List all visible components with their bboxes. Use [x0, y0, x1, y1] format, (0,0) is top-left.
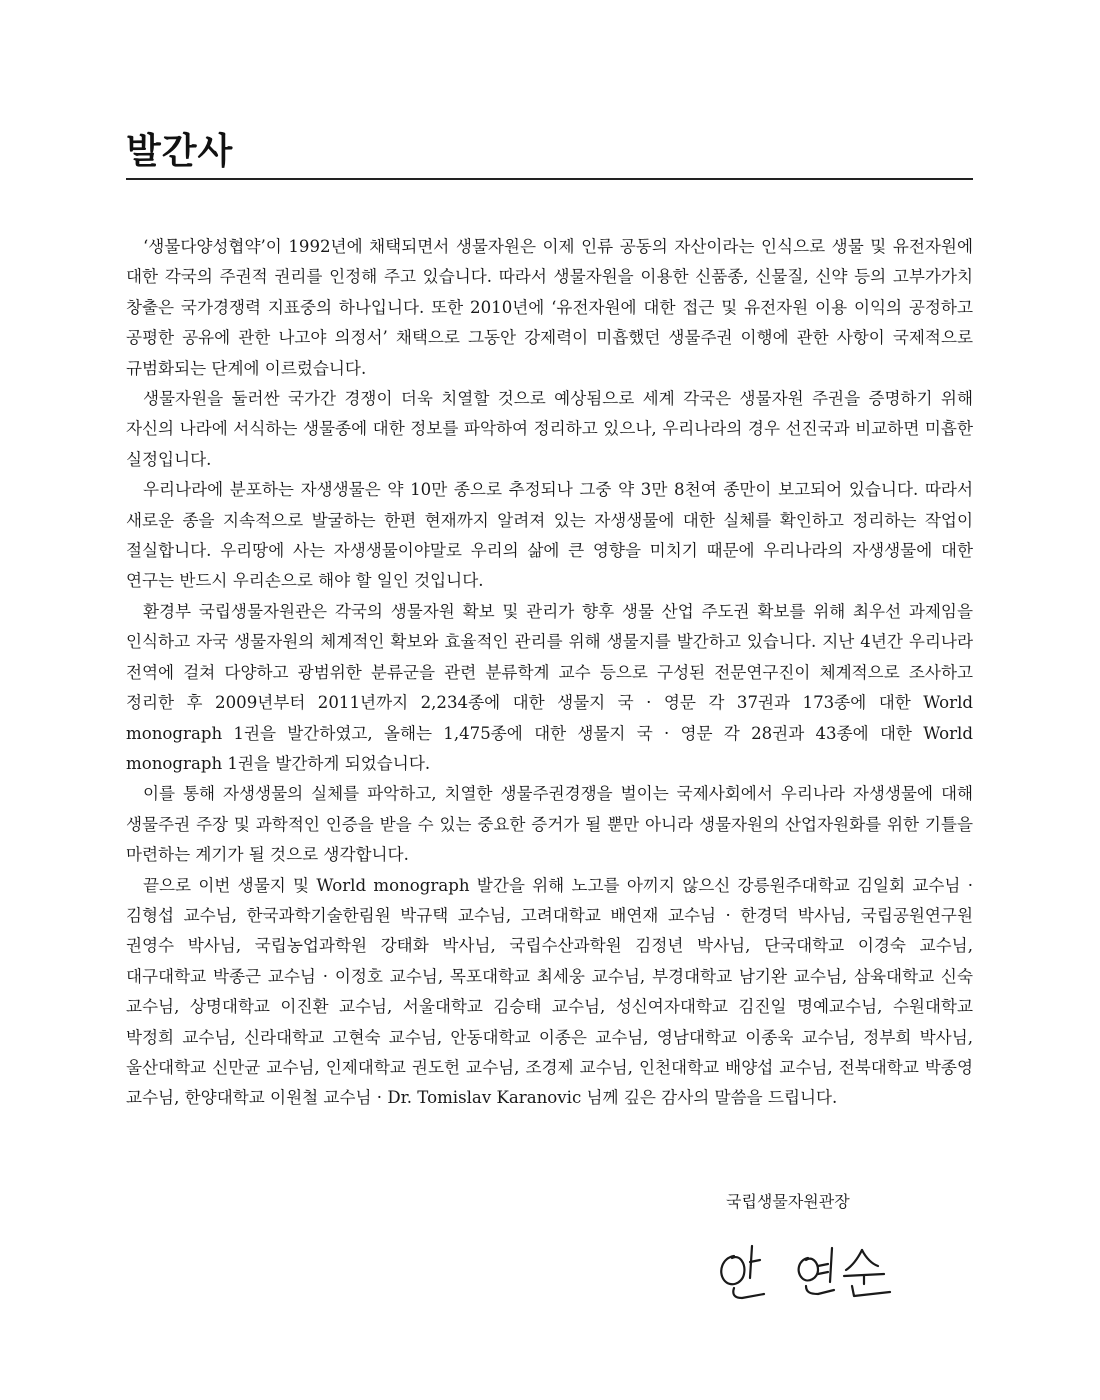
paragraph: 끝으로 이번 생물지 및 World monograph 발간을 위해 노고를 아끼지 않으신 강릉원주대학교 김일회 교수님 · 김형섭 교수님, 한국과학기술한림원 박규택 교수님, 고려대학교 배연재 교수님 · 한경덕 박사님, 국립공원연구원 권영수 박사님, 국립농업과학원 강태화 박사님, 국립수산과학원 김정년 박사님, 단국대학교 이경숙 교수님, 대구대학교 박종근 교수님 · 이정호 교수님, 목포대학교 최세웅 교수님, 부경대학교 남기완 교수님, 삼육대학교 신숙 교수님, 상명대학교 이진환 교수님, 서울대학교 김승태 교수님, 성신여자대학교 김진일 명예교수님, 수원대학교 박정희 교수님, 신라대학교 고현숙 교수님, 안동대학교 이종은 교수님, 영남대학교 이종욱 교수님, 정부희 박사님, 울산대학교 신만균 교수님, 인제대학교 권도헌 교수님, 조경제 교수님, 인천대학교 배양섭 교수님, 전북대학교 박종영 교수님, 한양대학교 이원철 교수님 · Dr. Tomislav Karanovic 님께 깊은 감사의 말씀을 드립니다. [126, 875, 973, 1108]
signatory-title: 국립생물자원관장 [726, 1192, 850, 1211]
paragraph: 생물자원을 둘러싼 국가간 경쟁이 더욱 치열할 것으로 예상됨으로 세계 각국은 생물자원 주권을 증명하기 위해 자신의 나라에 서식하는 생물종에 대한 정보를 파악하여 정리하고 있으나, 우리나라의 경우 선진국과 비교하면 미흡한 실정입니다. [126, 389, 973, 469]
paragraph: ‘생물다양성협약’이 1992년에 채택되면서 생물자원은 이제 인류 공동의 자산이라는 인식으로 생물 및 유전자원에 대한 각국의 주권적 권리를 인정해 주고 있습니다. 따라서 생물자원을 이용한 신품종, 신물질, 신약 등의 고부가가치 창출은 국가경쟁력 지표중의 하나입니다. 또한 2010년에 ‘유전자원에 대한 접근 및 유전자원 이용 이익의 공정하고 공평한 공유에 관한 나고야 의정서’ 채택으로 그동안 강제력이 미흡했던 생물주권 이행에 관한 사항이 국제적으로 규범화되는 단계에 이르렀습니다. [126, 237, 973, 378]
paragraph: 우리나라에 분포하는 자생생물은 약 10만 종으로 추정되나 그중 약 3만 8천여 종만이 보고되어 있습니다. 따라서 새로운 종을 지속적으로 발굴하는 한편 현재까지 알려져 있는 자생생물에 대한 실체를 확인하고 정리하는 작업이 절실합니다. 우리땅에 사는 자생생물이야말로 우리의 삶에 큰 영향을 미치기 때문에 우리나라의 자생생물에 대한 연구는 반드시 우리손으로 해야 할 일인 것입니다. [126, 480, 973, 591]
paragraph: 환경부 국립생물자원관은 각국의 생물자원 확보 및 관리가 향후 생물 산업 주도권 확보를 위해 최우선 과제임을 인식하고 자국 생물자원의 체계적인 확보와 효율적인 관리를 위해 생물지를 발간하고 있습니다. 지난 4년간 우리나라 전역에 걸쳐 다양하고 광범위한 분류군을 관련 분류학계 교수 등으로 구성된 전문연구진이 체계적으로 조사하고 정리한 후 2009년부터 2011년까지 2,234종에 대한 생물지 국 · 영문 각 37권과 173종에 대한 World monograph 1권을 발간하였고, 올해는 1,475종에 대한 생물지 국 · 영문 각 28권과 43종에 대한 World monograph 1권을 발간하게 되었습니다. [126, 601, 973, 773]
handwritten-signature [712, 1236, 902, 1306]
page-title: 발간사 [126, 131, 234, 172]
preface-body [126, 232, 973, 1114]
paragraph: 이를 통해 자생생물의 실체를 파악하고, 치열한 생물주권경쟁을 벌이는 국제사회에서 우리나라 자생생물에 대해 생물주권 주장 및 과학적인 인증을 받을 수 있는 중요한 증거가 될 뿐만 아니라 생물자원의 산업자원화를 위한 기틀을 마련하는 계기가 될 것으로 생각합니다. [126, 784, 973, 865]
title-divider [126, 178, 973, 180]
